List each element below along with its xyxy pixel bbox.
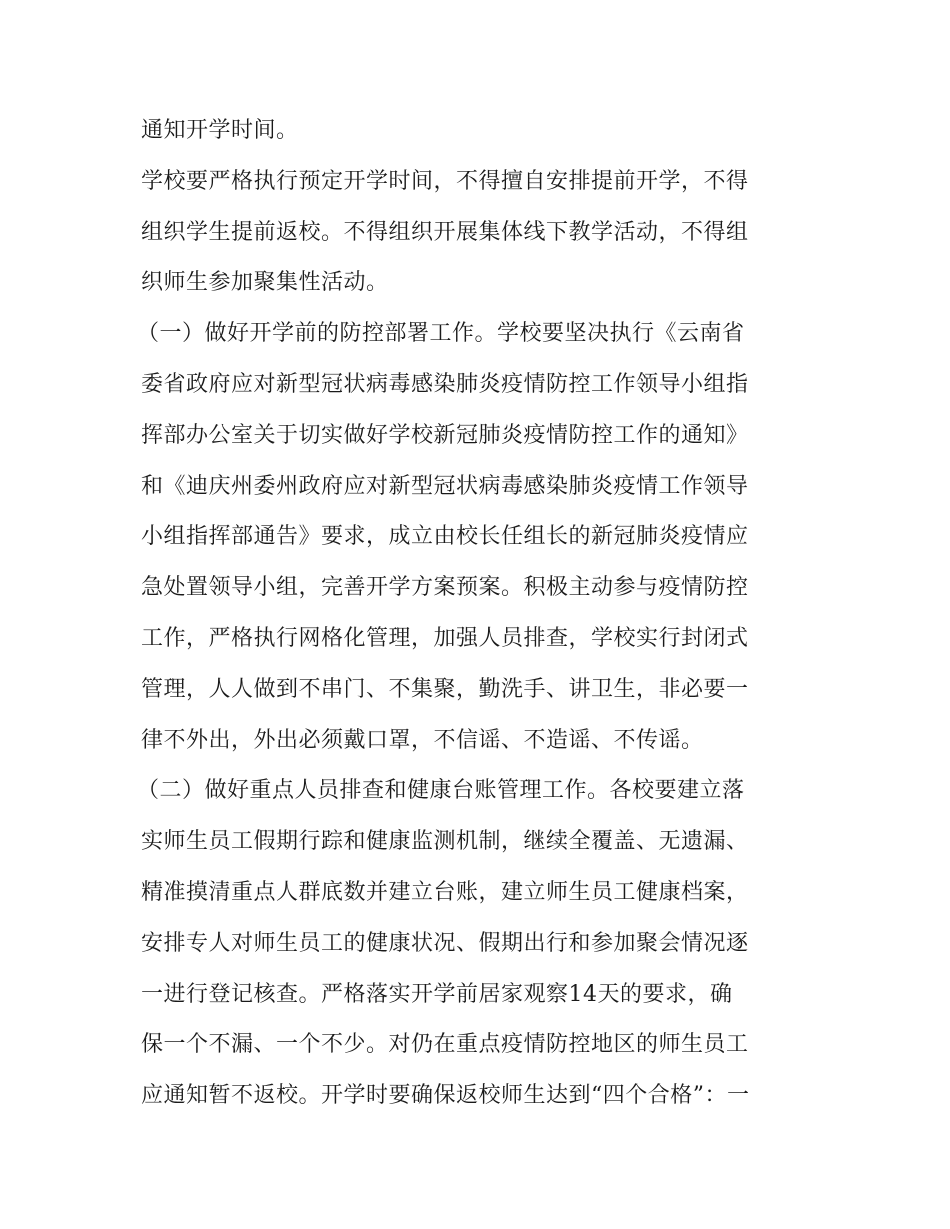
text-line: 和《迪庆州委州政府应对新型冠状病毒感染肺炎疫情工作领导 xyxy=(141,473,749,499)
text-line: 挥部办公室关于切实做好学校新冠肺炎疫情防控工作的通知》 xyxy=(141,422,749,448)
text-line: 保一个不漏、一个不少。对仍在重点疫情防控地区的师生员工 xyxy=(141,1032,749,1058)
text-line: 实师生员工假期行踪和健康监测机制，继续全覆盖、无遗漏、 xyxy=(141,829,749,855)
text-line: 管理，人人做到不串门、不集聚，勤洗手、讲卫生，非必要一 xyxy=(141,676,749,702)
text-line: 学校要严格执行预定开学时间，不得擅自安排提前开学，不得 xyxy=(141,168,749,194)
text-line: （一）做好开学前的防控部署工作。学校要坚决执行《云南省 xyxy=(137,321,745,347)
text-line: 委省政府应对新型冠状病毒感染肺炎疫情防控工作领导小组指 xyxy=(141,371,749,397)
text-line: 律不外出，外出必须戴口罩，不信谣、不造谣、不传谣。 xyxy=(141,727,704,753)
text-line: 组织学生提前返校。不得组织开展集体线下教学活动，不得组 xyxy=(141,219,749,245)
text-line: 织师生参加聚集性活动。 xyxy=(141,270,389,296)
text-line: 应通知暂不返校。开学时要确保返校师生达到“四个合格”：一 xyxy=(141,1083,750,1109)
text-line: 安排专人对师生员工的健康状况、假期出行和参加聚会情况逐 xyxy=(141,930,749,956)
text-line: 通知开学时间。 xyxy=(141,118,299,143)
document-body xyxy=(137,106,821,1122)
text-line: （二）做好重点人员排查和健康台账管理工作。各校要建立落 xyxy=(137,778,745,804)
text-line: 急处置领导小组，完善开学方案预案。积极主动参与疫情防控 xyxy=(141,575,749,601)
text-line: 一进行登记核查。严格落实开学前居家观察14天的要求，确 xyxy=(141,981,733,1007)
text-line: 小组指挥部通告》要求，成立由校长任组长的新冠肺炎疫情应 xyxy=(141,524,749,550)
text-line: 工作，严格执行网格化管理，加强人员排查，学校实行封闭式 xyxy=(141,625,749,651)
text-line: 精准摸清重点人群底数并建立台账，建立师生员工健康档案， xyxy=(141,879,749,905)
